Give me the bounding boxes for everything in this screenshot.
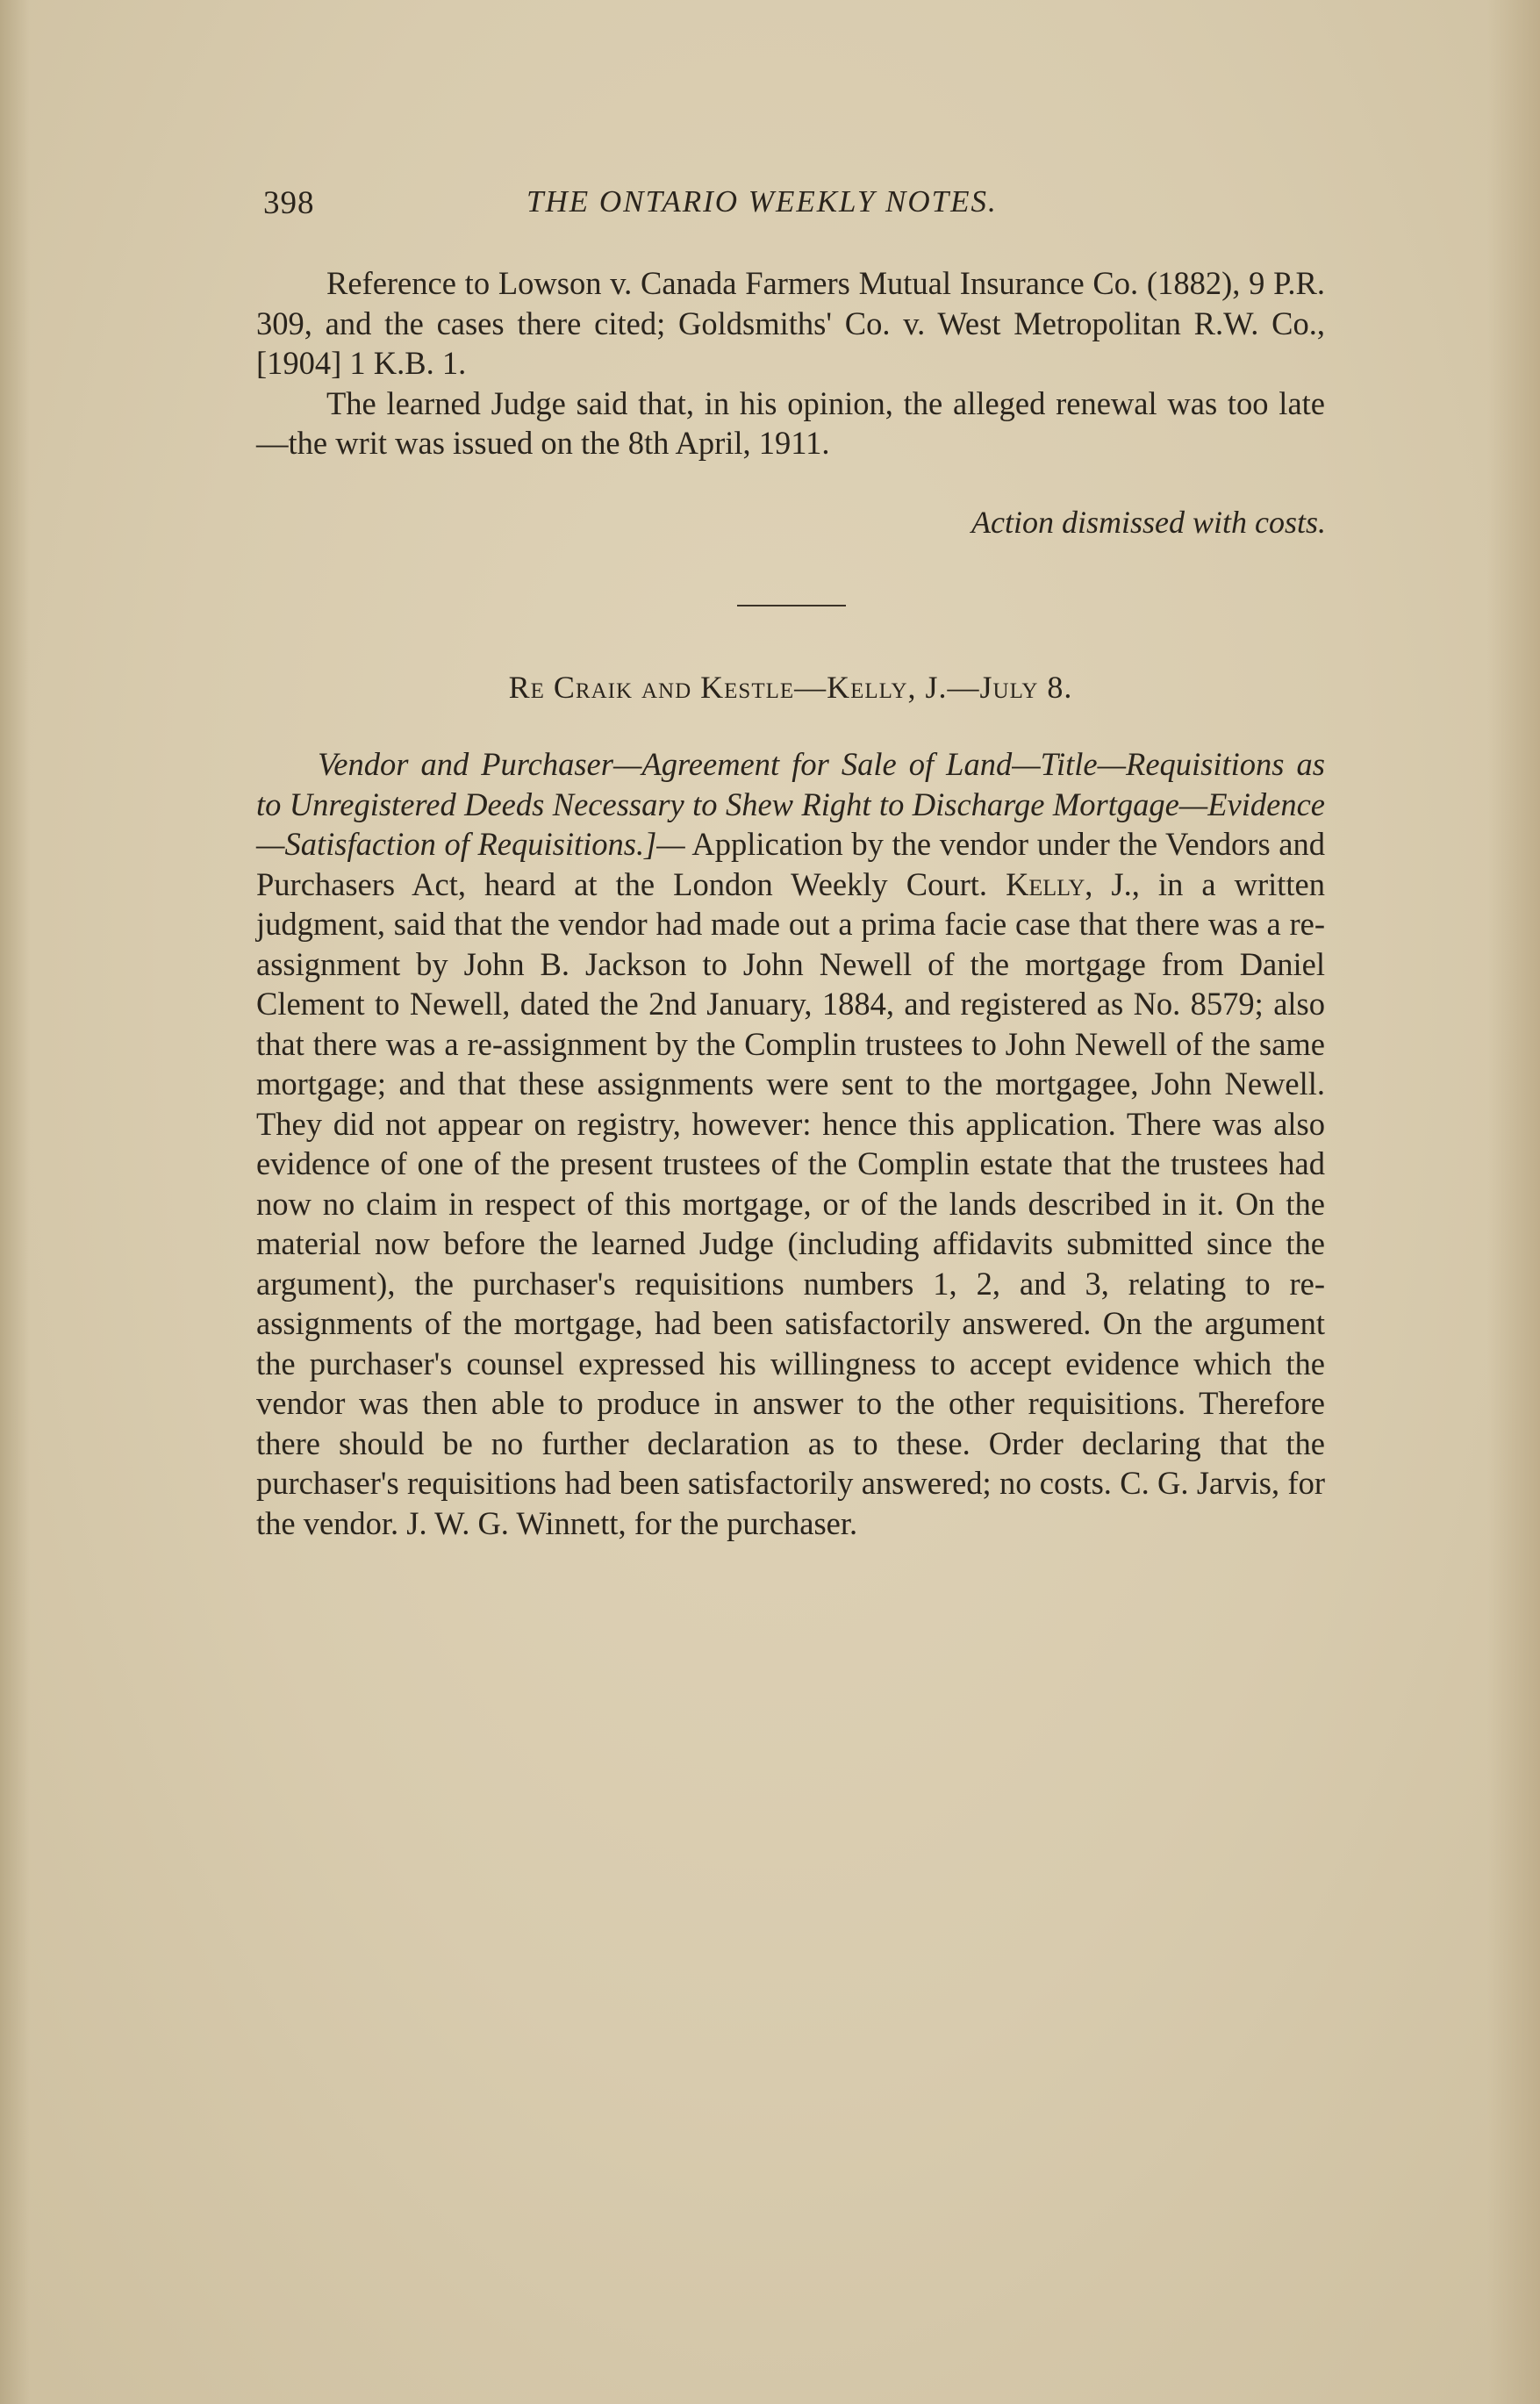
running-head: THE ONTARIO WEEKLY NOTES. [526,184,998,219]
case-paragraph [256,744,1325,1543]
opinion-paragraph: The learned Judge said that, in his opinion, the alleged renewal was too late—the writ was issued on the 8th April, 1911. [256,384,1325,461]
catchwords: Vendor and Purchaser—Agreement for Sale of Land—Title—Requisitions as to Unregistered Deeds Necessary to Shew Right to Discharge Mortgage—Evidence—Satisfaction of Requisitions.]— [256,746,1325,862]
application-intro: Application by the vendor under the Vendors and Purchasers Act, heard at the London Weekly Court. [256,826,1325,902]
previous-case-text [256,263,1325,463]
judge-name: Kelly, J. [1006,865,1132,902]
case-title: Re Craik and Kestle—Kelly, J.—July 8. [508,670,1073,705]
section-divider [737,605,846,606]
page-edge-shadow-right [1487,0,1540,2404]
case-report [256,744,1325,1543]
judgment-text: , in a written judgment, said that the vendor had made out a prima facie case that there was a re-assignment by John B. Jackson to John Newell of the mortgage from Daniel Clement to Newell, dated the 2nd January, 1884, and registered as No. 8579; also that there was a re-assignment by the Complin trustees to John Newell of the same mortgage; and that these assignments were sent to the mortgagee, John Newell. They did not appear on registry, however: hence this application. There was also evidence of one of the present trustees of the Complin estate that the trustees had now no claim in respect of this mortgage, or of the lands described in it. On the material now before the learned Judge (including affidavits submitted since the argument), the purchaser's requisitions numbers 1, 2, and 3, relating to re-assignments of the mortgage, had been satisfactorily answered. On the argument the purchaser's counsel expressed his willingness to accept evidence which the vendor was then able to produce in answer to the other requisitions. Therefore there should be no further declaration as to these. Order declaring that the purchaser's requisitions had been satisfactorily answered; no costs. C. G. Jarvis, for the vendor. J. W. G. Winnett, for the purchaser. [256,865,1326,1541]
page-edge-shadow-left [0,0,30,2404]
page-number: 398 [263,185,315,221]
case-disposition: Action dismissed with costs. [971,505,1326,540]
reference-paragraph: Reference to Lowson v. Canada Farmers Mutual Insurance Co. (1882), 9 P.R. 309, and the cases there cited; Goldsmiths' Co. v. West Metropolitan R.W. Co., [1904] 1 K.B. 1. [256,265,1325,381]
page-header [263,184,1325,228]
